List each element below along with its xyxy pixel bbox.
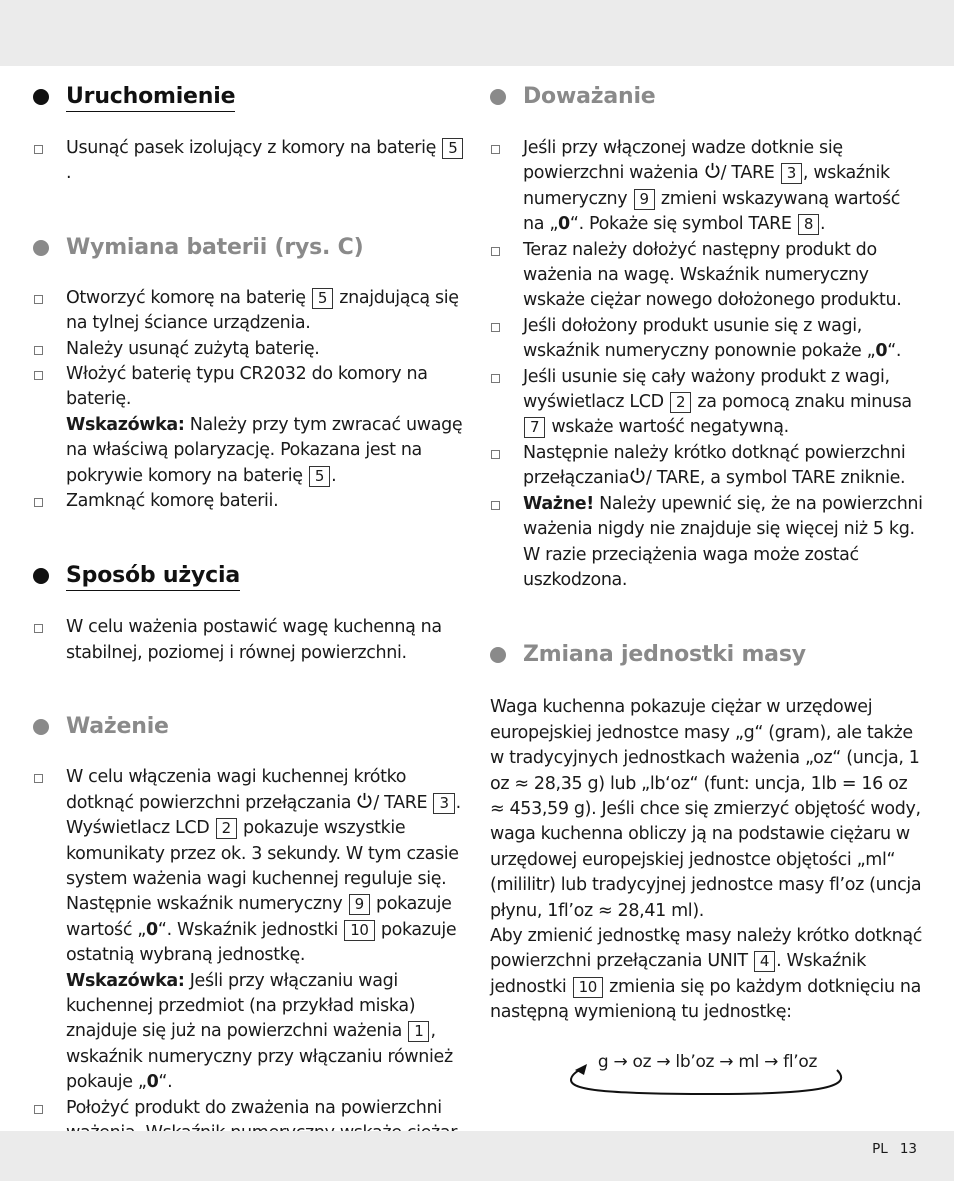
reference-number: 9 <box>349 894 370 915</box>
checkbox-square-icon <box>491 450 500 459</box>
checkbox-square-icon <box>34 774 43 783</box>
checkbox-square-icon <box>491 323 500 332</box>
reference-number: 7 <box>524 417 545 438</box>
bottom-bar <box>0 1131 954 1181</box>
section-heading-uruchomienie: Uruchomienie <box>33 81 465 113</box>
reference-number: 5 <box>442 138 463 159</box>
list-dowazanie <box>490 136 925 593</box>
checkbox-square-icon <box>34 145 43 154</box>
unit-change-paragraph: Waga kuchenna pokazuje ciężar w urzędowej europejskiej jednostce masy „g“ (gram), ale także w tradycyjnych jednostkach ważenia „oz“ (uncja, 1 oz ≈ 28,35 g) lub „lb‘oz“ (funt: uncja, 1lb = 16 oz ≈ 453,59 g). Jeśli chce się zmierzyć objętość wody, waga kuchenna obliczy ją na podstawie ciężaru w urzędowej europejskiej jednostce objętości „ml“ (mililitr) lub tradycyjnej jednostce masy fl’oz (uncja płynu, 1fl’oz ≈ 28,41 ml). Aby zmienić jednostkę masy należy krótko dotknąć powierzchni przełączania UNIT 4 . Wskaźnik jednostki 10 zmienia się po każdym dotknięciu na następną wymienioną tu jednostkę: <box>490 697 923 1023</box>
list-item: Położyć produkt do zważenia na powierzchni <box>33 1096 465 1172</box>
right-column <box>490 81 925 1026</box>
list-item: Włożyć baterię typu CR2032 do komory na baterię. Wskazówka: Należy przy tym zwracać uwagę na właściwą polaryzację. Pokazana jest na pokrywie komory na baterię 5 . <box>33 362 465 489</box>
reference-number: 10 <box>344 920 374 941</box>
section-heading-wazenie: Ważenie <box>33 711 465 743</box>
page-number: 13 <box>899 1141 917 1157</box>
reference-number: 8 <box>798 214 819 235</box>
list-item: Teraz należy dołożyć następny produkt do ważenia na wagę. Wskaźnik numeryczny wskaże ciężar nowego dołożonego produktu. <box>490 238 925 314</box>
reference-number: 1 <box>408 1021 429 1042</box>
list-item: Jeśli dołożony produkt usunie się z wagi, wskaźnik numeryczny ponownie pokaże „0“. <box>490 314 925 365</box>
checkbox-square-icon <box>34 371 43 380</box>
checkbox-square-icon <box>491 145 500 154</box>
list-item: Otworzyć komorę na baterię 5 znajdującą się na tylnej ściance urządzenia. <box>33 286 465 337</box>
list-item: Następnie należy krótko dotknąć powierzchni przełączania / TARE, a symbol TARE zniknie. <box>490 441 925 492</box>
bullet-dot-icon <box>33 568 49 584</box>
reference-number: 3 <box>433 793 454 814</box>
section-heading-sposob-uzycia: Sposób użycia <box>33 560 465 592</box>
reference-number: 4 <box>754 951 775 972</box>
power-icon <box>356 792 373 809</box>
list-wazenie <box>33 765 465 1172</box>
list-item: Jeśli przy włączonej wadze dotknie się powierzchni ważenia / TARE 3 , wskaźnik numeryczny 9 zmieni wskazywaną wartość na „0“. Pokaże się symbol TARE 8 . <box>490 136 925 238</box>
left-column <box>33 81 465 1172</box>
list-item: Należy usunąć zużytą baterię. <box>33 337 465 362</box>
checkbox-square-icon <box>34 624 43 633</box>
reference-number: 2 <box>216 818 237 839</box>
unit-cycle-diagram <box>565 1052 850 1100</box>
checkbox-square-icon <box>34 1105 43 1114</box>
reference-number: 5 <box>312 288 333 309</box>
reference-number: 2 <box>670 392 691 413</box>
section-heading-dowazanie: Doważanie <box>490 81 925 113</box>
checkbox-square-icon <box>491 247 500 256</box>
list-item: Zamknąć komorę baterii. <box>33 489 465 514</box>
section-heading-zmiana-jednostki: Zmiana jednostki masy <box>490 639 925 671</box>
checkbox-square-icon <box>34 346 43 355</box>
reference-number: 10 <box>573 977 603 998</box>
bullet-dot-icon <box>490 647 506 663</box>
reference-number: 5 <box>309 466 330 487</box>
list-sposob-uzycia <box>33 615 465 666</box>
list-uruchomienie <box>33 136 465 187</box>
power-icon <box>704 162 721 179</box>
language-code: PL <box>872 1141 888 1157</box>
checkbox-square-icon <box>491 374 500 383</box>
list-item: Ważne! Należy upewnić się, że na powierzchni ważenia nigdy nie znajduje się więcej niż 5 kg. W razie przeciążenia waga może zostać uszkodzona. <box>490 492 925 594</box>
bullet-dot-icon <box>490 89 506 105</box>
checkbox-square-icon <box>491 501 500 510</box>
list-item: Jeśli usunie się cały ważony produkt z wagi, wyświetlacz LCD 2 za pomocą znaku minusa 7 wskaże wartość negatywną. <box>490 365 925 441</box>
power-icon <box>629 467 646 484</box>
list-item: W celu ważenia postawić wagę kuchenną na stabilnej, poziomej i równej powierzchni. <box>33 615 465 666</box>
section-heading-wymiana-baterii: Wymiana baterii (rys. C) <box>33 232 465 264</box>
reference-number: 3 <box>781 163 802 184</box>
bullet-dot-icon <box>33 89 49 105</box>
checkbox-square-icon <box>34 498 43 507</box>
bullet-dot-icon <box>33 240 49 256</box>
list-item: W celu włączenia wagi kuchennej krótko dotknąć powierzchni przełączania / TARE 3 . Wyświetlacz LCD 2 pokazuje wszystkie komunikaty przez ok. 3 sekundy. W tym czasie system ważenia wagi kuchennej reguluje się. Następnie wskaźnik numeryczny 9 pokazuje wartość „0“. Wskaźnik jednostki 10 pokazuje ostatnią wybraną jednostkę. Wskazówka: Jeśli przy włączaniu wagi kuchennej przedmiot (na przykład miska) znajduje się już na powierzchni ważenia 1 , wskaźnik numeryczny przy włączaniu również pokauje „0“. <box>33 765 465 1095</box>
bullet-dot-icon <box>33 719 49 735</box>
checkbox-square-icon <box>34 295 43 304</box>
list-wymiana-baterii <box>33 286 465 515</box>
unit-cycle-text: g → oz → lb’oz → ml → fl’oz <box>597 1052 818 1072</box>
top-bar <box>0 0 954 66</box>
reference-number: 9 <box>634 189 655 210</box>
list-item: Usunąć pasek izolujący z komory na baterię 5. <box>33 136 465 187</box>
page-footer <box>860 1141 917 1157</box>
